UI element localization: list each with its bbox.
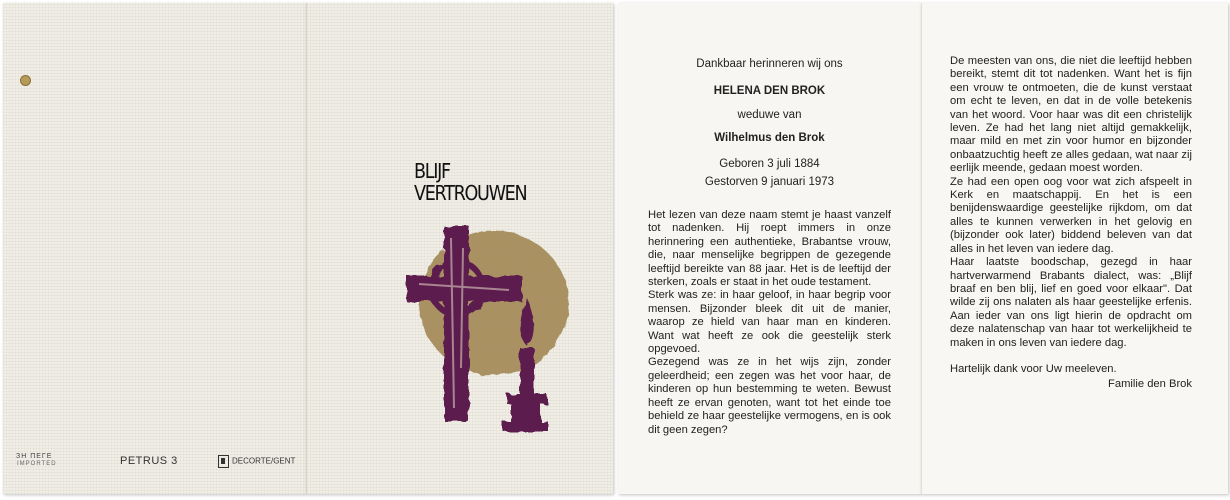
paragraph: Het lezen van deze naam stemt je haast vanzelf tot nadenken. Hij roept immers in onze herinnering een authentieke, Brabantse vrouw, die, naar menselijke begrippen de gezegende leeftijd bereikte van 88 jaar. Het is de leeftijd der sterken, zoals er staat in het oude testament. [648,209,891,289]
paragraph: Sterk was ze: in haar geloof, in haar begrip voor mensen. Bijzonder bleek dit uit de manier, waarop ze hield van haar man en kinderen. Want wat heeft ze ook die geestelijk sterk opgevoed. [648,289,891,356]
publisher-logo-icon [218,455,229,468]
series-label: PETRUS 3 [120,455,178,467]
paragraph: Haar laatste boodschap, gezegd in haar hartverwarmend Brabants dialect, was: „Blijf braaf en ben blij, lief en goed voor elkaar". Dat wilde zij ons nalaten als haar geestelijke erfenis. Aan ieder van ons ligt hierin de opdracht om deze nalatenschap van haar tot werkelijkheid te maken in ons leven van iedere dag. [950,256,1192,349]
spouse-name: Wilhelmus den Brok [714,132,825,144]
cover-title-line2: VERTROUWEN [414,181,527,205]
gold-halo [419,231,569,375]
inner-right-text [950,55,1192,392]
relation-line: weduwe van [737,109,802,121]
paragraph: De meesten van ons, die niet die leeftijd hebben bereikt, stemt dit tot nadenken. Want het is fijn een vrouw te ontmoeten, die de kunst verstaat om echt te leven, en dat in de volle betekenis van het woord. Voor haar was dit een christelijk leven. Ze had het lang niet altijd gemakkelijk, maar mild en met zin voor humor en bijzonder onbaatzuchtig heeft ze alles gedaan, wat naar zij eerlijk meende, gedaan moest worden. [950,55,1192,175]
died-line: Gestorven 9 januari 1973 [704,176,835,188]
paragraph: Ze had een open oog voor wat zich afspeelt in Kerk en maatschappij. En het is een benijdenswaardige geestelijke rijkdom, om dat alles te kunnen verwerken in het gelovig en (bijzonder ook later) biddend beleven van dat alles in het leven van iedere dag. [950,175,1192,255]
paragraph: Gezegend was ze in het wijs zijn, zonder geleerdheid; een zegen was het voor haar, de kinderen op hun bestemming te weten. Bewust heeft ze ervan genoten, want tot het einde toe behield ze haar geestelijke vermogens, en is ook dit geen zegen? [648,356,891,436]
thanks-line: Hartelijk dank voor Uw meeleven. [950,362,1117,375]
back-cover-panel [3,3,306,494]
brand-mark: ЗН ПЕГЕ [16,453,53,460]
cover-title-line1: BLIJF [414,159,450,183]
cover-title [414,160,526,204]
born-line: Geboren 3 juli 1884 [719,158,820,170]
staple-dot-icon [20,75,31,86]
intro-line: Dankbaar herinneren wij ons [696,58,843,70]
signature-line: Familie den Brok [1108,378,1192,391]
inner-right-panel [921,3,1228,494]
deceased-name: HELENA DEN BROK [713,85,826,97]
inner-left-panel [618,3,921,494]
imported-label: IMPORTED [17,461,57,467]
cross-and-candle-icon [399,218,574,443]
publisher-label [218,455,295,468]
front-cover-panel [306,3,613,494]
inner-left-text [648,209,891,437]
publisher-name: DECORTE/GENT [232,456,296,466]
